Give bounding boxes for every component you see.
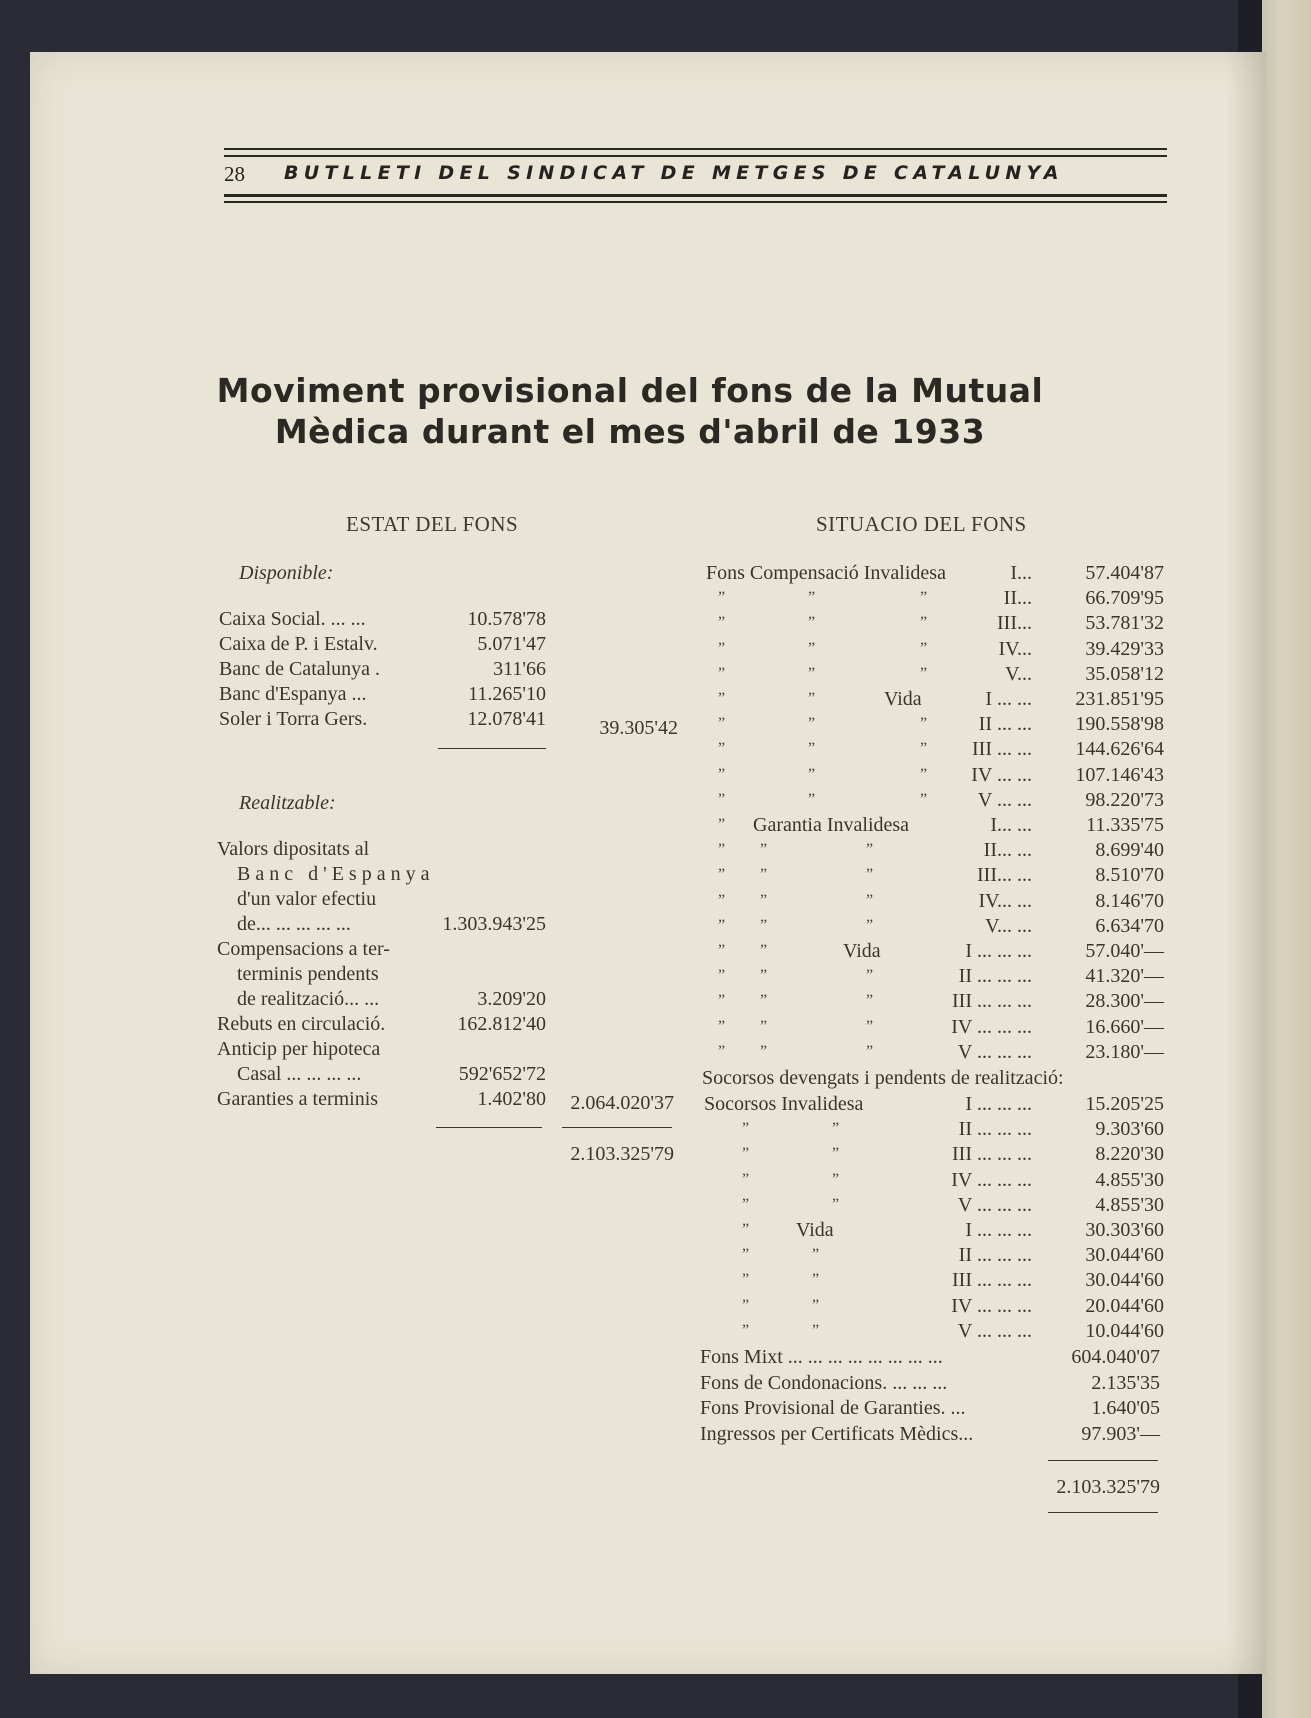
final-row-label: Fons Mixt ... ... ... ... ... ... ... ... bbox=[700, 1346, 943, 1368]
page-number: 28 bbox=[224, 162, 245, 186]
disponible-item-amount: 12.078'41 bbox=[467, 708, 546, 730]
situacio-row-amount: 11.335'75 bbox=[1086, 814, 1164, 836]
situacio-row-class: II... ... bbox=[983, 839, 1032, 862]
situacio-ditto: ” bbox=[760, 891, 768, 909]
situacio-ditto: ” bbox=[718, 664, 726, 682]
situacio-row-amount: 6.634'70 bbox=[1095, 914, 1164, 937]
socorsos-row-amount: 9.303'60 bbox=[1095, 1118, 1164, 1141]
situacio-ditto: ” bbox=[866, 916, 874, 934]
socorsos-ditto: ” bbox=[742, 1246, 750, 1264]
situacio-row-class: IV... bbox=[998, 637, 1032, 660]
situacio-ditto: ” bbox=[718, 589, 726, 607]
situacio-ditto: ” bbox=[718, 866, 726, 884]
situacio-ditto: ” bbox=[920, 589, 928, 607]
situacio-ditto: ” bbox=[920, 715, 928, 733]
situacio-ditto: ” bbox=[718, 765, 726, 783]
situacio-ditto: ” bbox=[808, 639, 816, 657]
situacio-ditto: ” bbox=[808, 790, 816, 808]
situacio-row-amount: 53.781'32 bbox=[1085, 612, 1164, 635]
situacio-row-class: I ... ... bbox=[985, 688, 1032, 710]
final-row-amount: 604.040'07 bbox=[1071, 1346, 1160, 1368]
socorsos-row-amount: 8.220'30 bbox=[1095, 1143, 1164, 1166]
situacio-ditto: ” bbox=[718, 790, 726, 808]
socorsos-row-class: V ... ... ... bbox=[957, 1193, 1032, 1216]
socorsos-ditto: ” bbox=[742, 1271, 750, 1289]
situacio-row-class: I... ... bbox=[990, 814, 1032, 836]
situacio-ditto: ” bbox=[920, 790, 928, 808]
situacio-row-amount: 16.660'— bbox=[1085, 1015, 1164, 1038]
disponible-item-label: Caixa Social. ... ... bbox=[219, 608, 366, 630]
situacio-row-class: III ... ... ... bbox=[952, 990, 1032, 1013]
final-row-amount: 2.135'35 bbox=[1091, 1371, 1160, 1394]
situacio-ditto: ” bbox=[760, 992, 768, 1010]
realitzable-item-label: Garanties a terminis bbox=[217, 1088, 379, 1110]
situacio-row-amount: 190.558'98 bbox=[1075, 713, 1164, 736]
realitzable-item-amount: 3.209'20 bbox=[477, 988, 546, 1010]
socorsos-ditto: ” bbox=[832, 1195, 840, 1213]
realitzable-item-amount: 1.402'80 bbox=[477, 1088, 546, 1110]
socorsos-ditto: ” bbox=[742, 1221, 750, 1238]
socorsos-row-class: I ... ... ... bbox=[965, 1093, 1032, 1115]
socorsos-row-class: III ... ... ... bbox=[952, 1143, 1032, 1166]
estat-heading: ESTAT DEL FONS bbox=[346, 512, 519, 536]
realitzable-item-amount: 162.812'40 bbox=[457, 1013, 546, 1035]
disponible-label: Disponible: bbox=[239, 562, 334, 584]
situacio-ditto: ” bbox=[718, 967, 726, 985]
disponible-item-amount: 10.578'78 bbox=[467, 608, 546, 630]
situacio-row-amount: 35.058'12 bbox=[1085, 662, 1164, 685]
realitzable-item-label: de... ... ... ... ... bbox=[237, 913, 351, 935]
realitzable-label: Realitzable: bbox=[239, 792, 336, 814]
situacio-ditto: ” bbox=[808, 589, 816, 607]
realitzable-item-label: Valors dipositats al bbox=[217, 838, 370, 860]
situacio-ditto: ” bbox=[760, 1017, 768, 1035]
situacio-row-class: IV... ... bbox=[978, 889, 1032, 912]
situacio-ditto: ” bbox=[718, 1017, 726, 1035]
situacio-ditto: ” bbox=[718, 614, 726, 632]
situacio-row-sublabel: Garantia Invalidesa bbox=[753, 814, 910, 836]
situacio-row-amount: 107.146'43 bbox=[1075, 763, 1164, 786]
situacio-row-class: I ... ... ... bbox=[965, 940, 1032, 962]
realitzable-item-label: terminis pendents bbox=[237, 963, 379, 985]
socorsos-row-label: Socorsos Invalidesa bbox=[704, 1093, 864, 1115]
situacio-row-class: II ... ... bbox=[978, 713, 1032, 736]
situacio-ditto: ” bbox=[866, 1042, 874, 1060]
situacio-ditto: ” bbox=[760, 967, 768, 985]
socorsos-row-amount: 20.044'60 bbox=[1085, 1294, 1164, 1317]
disponible-item-amount: 11.265'10 bbox=[468, 683, 546, 705]
socorsos-row-class: V ... ... ... bbox=[957, 1319, 1032, 1342]
header-rule-top-2 bbox=[224, 155, 1167, 157]
situacio-ditto: ” bbox=[718, 992, 726, 1010]
disponible-item-amount: 311'66 bbox=[493, 658, 546, 680]
socorsos-ditto: ” bbox=[742, 1170, 750, 1188]
situacio-row-amount: 8.510'70 bbox=[1095, 864, 1164, 887]
socorsos-ditto: ” bbox=[742, 1145, 750, 1163]
situacio-ditto: ” bbox=[920, 614, 928, 632]
realitzable-rule-a bbox=[436, 1127, 542, 1128]
situacio-ditto: ” bbox=[808, 614, 816, 632]
socorsos-ditto: ” bbox=[742, 1195, 750, 1213]
socorsos-ditto: ” bbox=[812, 1271, 820, 1289]
final-row-amount: 1.640'05 bbox=[1091, 1397, 1160, 1419]
disponible-item-label: Soler i Torra Gers. bbox=[219, 708, 368, 730]
situacio-heading: SITUACIO DEL FONS bbox=[816, 512, 1027, 536]
socorsos-ditto: ” bbox=[832, 1120, 840, 1138]
socorsos-row-class: IV ... ... ... bbox=[951, 1294, 1032, 1317]
final-row-label: Ingressos per Certificats Mèdics... bbox=[700, 1422, 974, 1445]
socorsos-ditto: ” bbox=[742, 1296, 750, 1314]
situacio-ditto: ” bbox=[920, 664, 928, 682]
situacio-row-amount: 23.180'— bbox=[1085, 1040, 1164, 1063]
socorsos-row-amount: 4.855'30 bbox=[1095, 1168, 1164, 1191]
socorsos-heading: Socorsos devengats i pendents de realització: bbox=[702, 1067, 1064, 1089]
situacio-row-class: I... bbox=[1010, 562, 1032, 584]
socorsos-ditto: ” bbox=[812, 1296, 820, 1314]
disponible-item-amount: 5.071'47 bbox=[477, 633, 546, 655]
socorsos-row-amount: 4.855'30 bbox=[1095, 1193, 1164, 1216]
final-row-amount: 97.903'— bbox=[1081, 1422, 1160, 1445]
situacio-ditto: ” bbox=[808, 690, 816, 707]
final-row-label: Fons Provisional de Garanties. ... bbox=[700, 1397, 966, 1419]
situacio-ditto: ” bbox=[718, 690, 726, 707]
disponible-total: 39.305'42 bbox=[599, 717, 678, 739]
disponible-rule bbox=[438, 748, 546, 749]
situacio-row-amount: 144.626'64 bbox=[1075, 738, 1164, 761]
realitzable-rule-b bbox=[562, 1127, 672, 1128]
situacio-ditto: ” bbox=[866, 891, 874, 909]
estat-grand-total: 2.103.325'79 bbox=[570, 1143, 674, 1165]
situacio-row-amount: 28.300'— bbox=[1085, 990, 1164, 1013]
adjacent-page bbox=[1262, 0, 1311, 1718]
situacio-row-amount: 66.709'95 bbox=[1085, 587, 1164, 610]
final-row-label: Fons de Condonacions. ... ... ... bbox=[700, 1371, 948, 1394]
situacio-ditto: ” bbox=[718, 740, 726, 758]
disponible-item-label: Banc de Catalunya . bbox=[219, 658, 381, 680]
situacio-row-class: V ... ... ... bbox=[957, 1040, 1032, 1063]
journal-title: BUTLLETI DEL SINDICAT DE METGES DE CATALUNYA bbox=[284, 162, 1064, 184]
socorsos-row-class: III ... ... ... bbox=[952, 1269, 1032, 1292]
situacio-ditto: ” bbox=[866, 866, 874, 884]
situacio-row-class: IV ... ... bbox=[971, 763, 1032, 786]
situacio-ditto: ” bbox=[866, 1017, 874, 1035]
socorsos-ditto: ” bbox=[742, 1120, 750, 1138]
situacio-ditto: ” bbox=[718, 916, 726, 934]
situacio-row-class: V... ... bbox=[985, 914, 1032, 937]
situacio-row-amount: 41.320'— bbox=[1085, 965, 1164, 988]
article-title-line-1: Moviment provisional del fons de la Mutual bbox=[216, 371, 1044, 410]
situacio-ditto: ” bbox=[920, 740, 928, 758]
disponible-item-label: Banc d'Espanya ... bbox=[219, 683, 367, 705]
realitzable-item-label: Anticip per hipoteca bbox=[217, 1038, 381, 1060]
socorsos-row-amount: 30.044'60 bbox=[1085, 1269, 1164, 1292]
situacio-row-class: III... ... bbox=[977, 864, 1032, 887]
situacio-row-amount: 231.851'95 bbox=[1075, 688, 1164, 710]
header-rule-bottom-2 bbox=[224, 201, 1167, 203]
situacio-ditto: ” bbox=[760, 841, 768, 859]
situacio-ditto: ” bbox=[808, 715, 816, 733]
realitzable-item-label: de realització... ... bbox=[237, 988, 380, 1010]
socorsos-row-amount: 10.044'60 bbox=[1085, 1319, 1164, 1342]
situacio-ditto: ” bbox=[718, 841, 726, 859]
situacio-ditto: ” bbox=[808, 664, 816, 682]
situacio-row-class: V ... ... bbox=[977, 788, 1032, 811]
situacio-ditto: ” bbox=[866, 992, 874, 1010]
situacio-row-class: III... bbox=[997, 612, 1032, 635]
situacio-ditto: ” bbox=[760, 916, 768, 934]
realitzable-item-amount: 1.303.943'25 bbox=[442, 913, 546, 935]
socorsos-ditto: ” bbox=[832, 1145, 840, 1163]
situacio-row-vida: Vida bbox=[843, 940, 881, 962]
situacio-row-class: II... bbox=[1003, 587, 1032, 610]
socorsos-row-amount: 30.303'60 bbox=[1085, 1219, 1164, 1241]
socorsos-row-amount: 15.205'25 bbox=[1085, 1093, 1164, 1115]
situacio-row-amount: 8.699'40 bbox=[1095, 839, 1164, 862]
situacio-ditto: ” bbox=[760, 1042, 768, 1060]
realitzable-item-amount: 592'652'72 bbox=[458, 1063, 546, 1085]
situacio-ditto: ” bbox=[760, 866, 768, 884]
situacio-ditto: ” bbox=[920, 765, 928, 783]
realitzable-item-label: Rebuts en circulació. bbox=[217, 1013, 386, 1035]
situacio-rule-top bbox=[1048, 1460, 1158, 1461]
realitzable-total: 2.064.020'37 bbox=[570, 1092, 674, 1114]
disponible-item-label: Caixa de P. i Estalv. bbox=[219, 633, 378, 655]
socorsos-row-vida: Vida bbox=[796, 1219, 834, 1241]
realitzable-item-label: Compensacions a ter- bbox=[217, 938, 390, 960]
situacio-row-class: III ... ... bbox=[972, 738, 1032, 761]
situacio-grand-total: 2.103.325'79 bbox=[1056, 1476, 1160, 1498]
running-header bbox=[224, 162, 1170, 192]
situacio-ditto: ” bbox=[760, 942, 768, 959]
situacio-row-amount: 57.040'— bbox=[1085, 940, 1164, 962]
header-rule-bottom-1 bbox=[224, 194, 1167, 197]
situacio-ditto: ” bbox=[718, 942, 726, 959]
situacio-ditto: ” bbox=[808, 740, 816, 758]
situacio-row-class: V... bbox=[1005, 662, 1032, 685]
article-title-line-2: Mèdica durant el mes d'abril de 1933 bbox=[274, 412, 986, 451]
realitzable-item-label: Casal ... ... ... ... bbox=[237, 1063, 362, 1085]
realitzable-item-label: d'un valor efectiu bbox=[237, 888, 377, 910]
situacio-ditto: ” bbox=[718, 1042, 726, 1060]
socorsos-row-class: IV ... ... ... bbox=[951, 1168, 1032, 1191]
socorsos-ditto: ” bbox=[812, 1246, 820, 1264]
header-rule-top-1 bbox=[224, 148, 1167, 150]
situacio-row-vida: Vida bbox=[884, 688, 922, 710]
situacio-row-class: II ... ... ... bbox=[958, 965, 1032, 988]
situacio-ditto: ” bbox=[866, 967, 874, 985]
situacio-ditto: ” bbox=[808, 765, 816, 783]
socorsos-row-class: I ... ... ... bbox=[965, 1219, 1032, 1241]
situacio-ditto: ” bbox=[718, 715, 726, 733]
situacio-row-amount: 39.429'33 bbox=[1085, 637, 1164, 660]
socorsos-ditto: ” bbox=[832, 1170, 840, 1188]
realitzable-item-label: Banc d'Espanya bbox=[237, 863, 435, 885]
situacio-rule-bottom bbox=[1048, 1512, 1158, 1513]
socorsos-row-class: II ... ... ... bbox=[958, 1244, 1032, 1267]
situacio-ditto: ” bbox=[866, 841, 874, 859]
socorsos-row-class: II ... ... ... bbox=[958, 1118, 1032, 1141]
situacio-row-amount: 8.146'70 bbox=[1095, 889, 1164, 912]
situacio-ditto: ” bbox=[718, 891, 726, 909]
situacio-ditto: ” bbox=[920, 639, 928, 657]
situacio-ditto: ” bbox=[718, 816, 726, 833]
situacio-row-label: Fons Compensació Invalidesa bbox=[706, 562, 946, 584]
situacio-row-amount: 98.220'73 bbox=[1085, 788, 1164, 811]
socorsos-ditto: ” bbox=[742, 1321, 750, 1339]
situacio-row-amount: 57.404'87 bbox=[1085, 562, 1164, 584]
situacio-ditto: ” bbox=[718, 639, 726, 657]
situacio-row-class: IV ... ... ... bbox=[951, 1015, 1032, 1038]
socorsos-row-amount: 30.044'60 bbox=[1085, 1244, 1164, 1267]
socorsos-ditto: ” bbox=[812, 1321, 820, 1339]
